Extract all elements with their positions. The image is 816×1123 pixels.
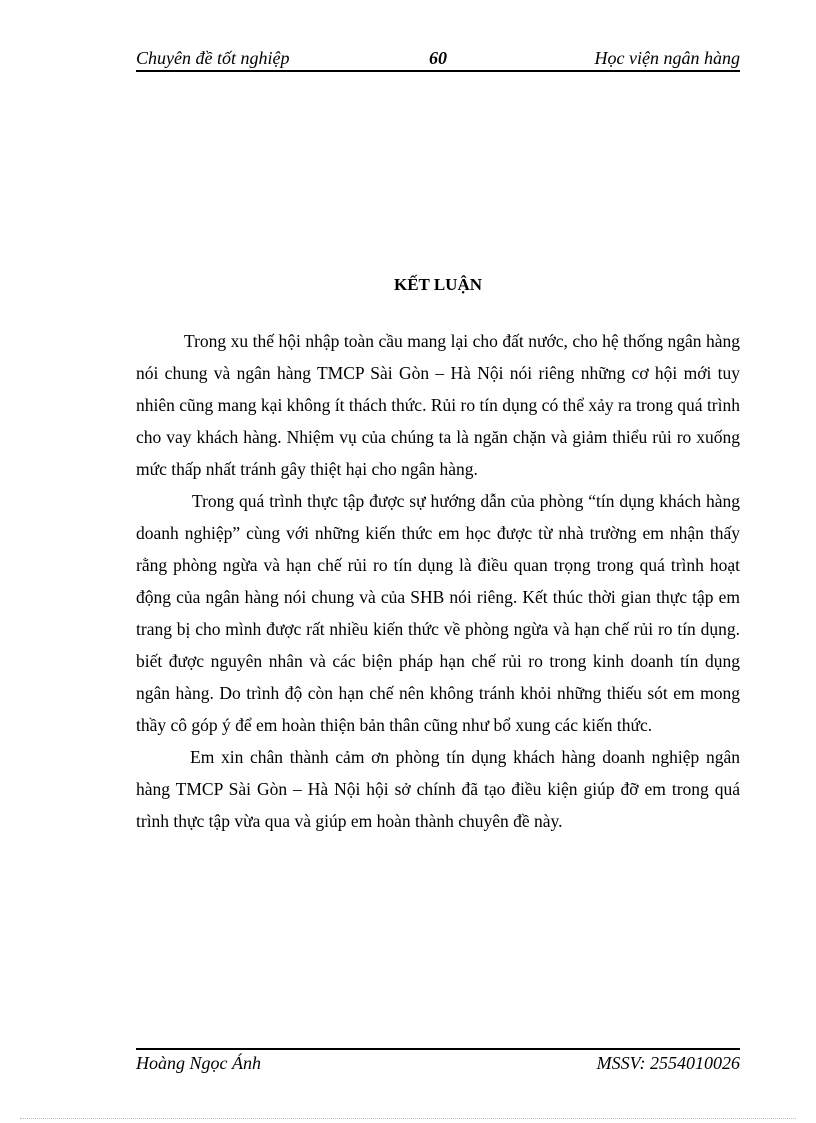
document-body [136, 325, 740, 837]
footer-author: Hoàng Ngọc Ánh [136, 1053, 261, 1073]
page-bottom-border [20, 1118, 796, 1119]
header-institution: Học viện ngân hàng [594, 48, 740, 68]
page-footer [136, 1053, 740, 1077]
body-paragraph: Trong quá trình thực tập được sự hướng dẫn của phòng “tín dụng khách hàng doanh nghiệp” cùng với những kiến thức em học được từ nhà trường em nhận thấy rằng phòng ngừa và hạn chế rủi ro tín dụng là điều quan trọng trong quá trình hoạt động của ngân hàng nói chung và của SHB nói riêng. Kết thúc thời gian thực tập em trang bị cho mình được rất nhiều kiến thức về phòng ngừa và hạn chế rủi ro tín dụng. biết được nguyên nhân và các biện pháp hạn chế rủi ro trong kinh doanh tín dụng ngân hàng. Do trình độ còn hạn chế nên không tránh khỏi những thiếu sót em mong thầy cô góp ý để em hoàn thiện bản thân cũng như bổ xung các kiến thức. [136, 491, 740, 735]
header-document-type: Chuyên đề tốt nghiệp [136, 48, 290, 68]
footer-student-id: MSSV: 2554010026 [596, 1053, 740, 1073]
page-header [136, 48, 740, 72]
page-number: 60 [429, 48, 447, 68]
header-divider [136, 70, 740, 72]
section-title: KẾT LUẬN [393, 275, 482, 294]
body-paragraph: Trong xu thế hội nhập toàn cầu mang lại cho đất nước, cho hệ thống ngân hàng nói chung và ngân hàng TMCP Sài Gòn – Hà Nội nói riêng những cơ hội mới tuy nhiên cũng mang kại không ít thách thức. Rủi ro tín dụng có thể xảy ra trong quá trình cho vay khách hàng. Nhiệm vụ của chúng ta là ngăn chặn và giảm thiểu rủi ro xuống mức thấp nhất tránh gây thiệt hại cho ngân hàng. [136, 331, 740, 479]
body-paragraph: Em xin chân thành cảm ơn phòng tín dụng khách hàng doanh nghiệp ngân hàng TMCP Sài Gòn – Hà Nội hội sở chính đã tạo điều kiện giúp đỡ em trong quá trình thực tập vừa qua và giúp em hoàn thành chuyên đề này. [136, 747, 740, 831]
footer-divider [136, 1048, 740, 1050]
